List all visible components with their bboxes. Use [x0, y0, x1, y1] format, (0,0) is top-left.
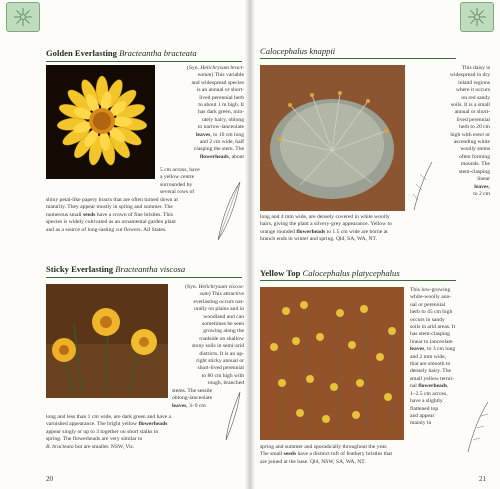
yellow-top-text-full: spring and summer and sporadically throughout the year. The small seeds have a distinct tuft of feathery bristles that are joined at the base. Qld, NSW, SA, WA, NT.	[260, 444, 393, 465]
page-number: 21	[479, 475, 486, 483]
yellow-top-text: This low-growing white-woolly ann- ual or perennial herb to 45 cm high occurs in sandy soils in arid areas. It has stem-clasping linear to lanceolate leaves, to 3 cm long and 2 mm wide, that are smooth to densely hairy. The small yellow termi- nal flowerheads, 1–2.5 cm across, have a slightly flattened top and appear mainly in	[410, 287, 456, 427]
right-page	[250, 0, 500, 489]
yellow-top-photo	[260, 287, 404, 440]
calocephalus-knappii-text-full: long and 4 mm wide, are densely covered in white woolly hairs, giving the plant a silvery-grey appearance. Yellow to orange rounded flowerheads to 1.5 cm wide are borne at branch ends in winter and spring. Qld, SA, WA, NT.	[260, 214, 392, 243]
yellow-top-title: Yellow Top Calocephalus platycephalus	[260, 268, 400, 278]
daisy-emblem-icon	[6, 2, 40, 32]
section-rule	[46, 277, 242, 278]
golden-everlasting-text-full: shiny petal-like papery bracts that are often turned down at maturity. They appear mostly in spring and summer. The numerous small seeds have a crown of fine bristles. This species is widely cultivated as an ornamental garden plant and as a source of long-lasting cut flowers. All States.	[46, 197, 178, 233]
calocephalus-knappii-text: This daisy is widespread in dry inland regions where it occurs on red sandy soils. It is a small annual or short- lived perennial herb to 20 cm high with erect or ascending white woolly stems often forming mounds. The stem-clasping linear leaves, to 2 cm	[449, 65, 490, 197]
sticky-everlasting-text-full: long and less than 1 cm wide, are dark green and have a varnished appearance. The bright yellow flowerheads appear singly or up to 3 together on short stalks in spring. The flowerheads are very similar to B. bracteata but are smaller. NSW, Vic.	[46, 414, 172, 450]
leaf-sketch-icon	[222, 390, 244, 447]
section-rule	[260, 280, 456, 281]
sticky-everlasting-text-cont: stems. The sessile oblong-lanceolate leaves, 3–9 cm	[172, 388, 213, 409]
golden-everlasting-text: (Syn. Helichrysum bract- eatum) This variable and widespread species is an annual or short- lived perennial herb to about 1 m high. It has dark green, min- utely hairy, oblong to narrow-lanceolate leaves, to 10 cm long and 2 cm wide, half clasping the stem. The flowerheads, about	[186, 65, 244, 160]
leaf-sketch-icon	[214, 180, 244, 247]
leaf-sketch-icon	[410, 160, 436, 217]
section-rule	[260, 58, 456, 59]
calocephalus-knappii-title: Calocephalus knappii	[260, 46, 336, 56]
page-number: 20	[46, 475, 53, 483]
leaf-sketch-icon	[464, 400, 492, 459]
golden-everlasting-photo	[46, 65, 155, 179]
golden-everlasting-text-cont: 5 cm across, have a yellow centre surrounded by several rows of	[160, 167, 200, 196]
calocephalus-knappii-photo	[260, 65, 405, 211]
daisy-emblem-icon	[460, 2, 494, 32]
section-rule	[46, 61, 242, 62]
sticky-everlasting-photo	[46, 284, 168, 398]
golden-everlasting-title: Golden Everlasting Bracteantha bracteata	[46, 48, 197, 58]
sticky-everlasting-title: Sticky Everlasting Bracteantha viscosa	[46, 264, 186, 274]
sticky-everlasting-text: (Syn. Helichrysum viscos- sum) This attractive everlasting occurs nat- urally on plains and in woodland and can sometimes be seen growing along the roadside on shallow stony soils in semi-arid districts. It is an up- right sticky annual or short-lived perennial to 80 cm high with rough, branched	[185, 284, 244, 387]
book-gutter	[245, 0, 255, 489]
